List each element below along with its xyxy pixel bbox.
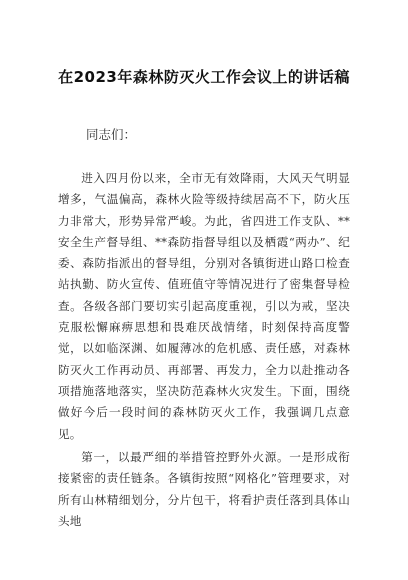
paragraph-intro: 进入四月份以来，全市无有效降雨，大风天气明显增多，气温偏高，森林火险等级持续居高不下，防火压力非常大，形势异常严峻。为此，省四进工作支队、**安全生产督导组、**森防指督导组以及栖霞“两办”、纪委、森防指派出的督导组，分别对各镇街进山路口检查站执勤、防火宣传、值班值守等情况进行了密集督导检查。各级各部门要切实引起高度重视，引以为戒，坚决克服松懈麻痹思想和畏难厌战情绪，时刻保持高度警觉，以如临深渊、如履薄冰的危机感、责任感，对森林防灭火工作再动员、再部署、再发力，全力以赴推动各项措施落地落实，坚决防范森林火灾发生。下面，围绕做好今后一段时间的森林防灭火工作，我强调几点意见。 bbox=[58, 171, 350, 441]
salutation: 同志们： bbox=[86, 127, 137, 142]
document-title: 在2023年森林防灭火工作会议上的讲话稿 bbox=[58, 68, 350, 86]
paragraph-first-point: 第一，以最严细的举措管控野外火源。一是形成衔接紧密的责任链条。各镇街按照“网格化”管理要求，对所有山林精细划分，分片包干，将看护责任落到具体山头地 bbox=[58, 450, 350, 528]
